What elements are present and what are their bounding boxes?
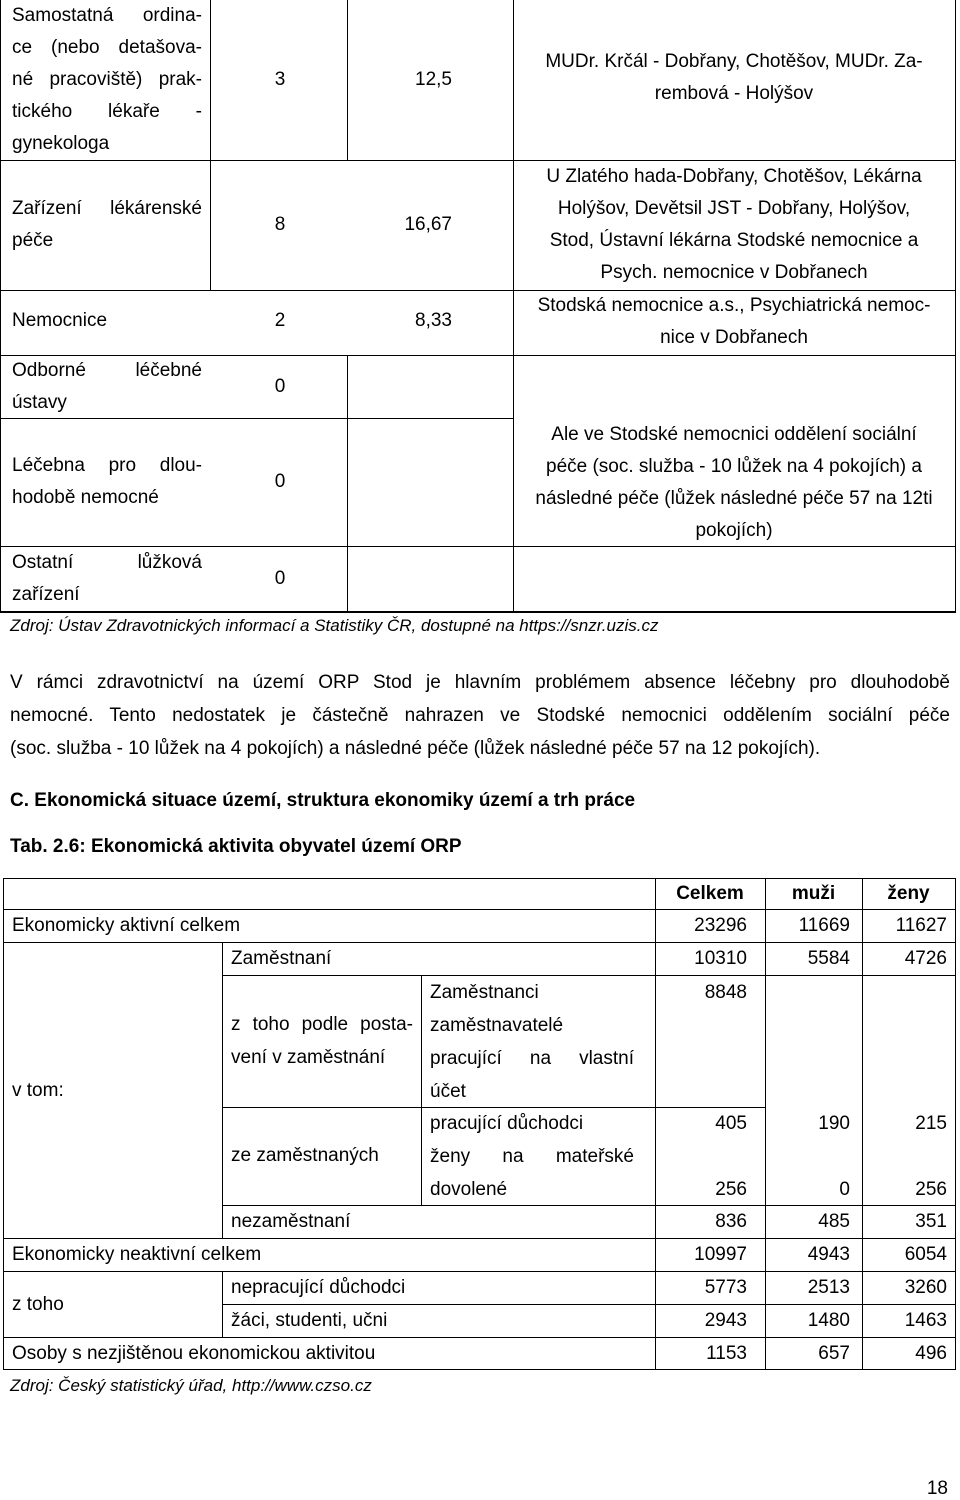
row-label: žáci, studenti, učni [231,1310,388,1331]
value-total: 5773 [704,1277,747,1298]
table-title: Tab. 2.6: Ekonomická aktivita obyvatel území ORP [10,836,462,857]
facility-count: 8 [274,214,286,235]
row-label: pracující důchodci [430,1113,584,1134]
value-total: 23296 [694,915,747,936]
body-paragraph: V rámci zdravotnictví na území ORP Stod je hlavním problémem absence léčebny pro dlouhodobě nemocné. Tento nedostatek je částečně nahrazen ve Stodské nemocnici oddělením sociální péče (soc. služba - 10 lůžek na 4 pokojích) a následné péče (lůžek následné péče 57 na 12 pokojích). [10,672,950,759]
value-men: 2513 [807,1277,850,1298]
value-total: 836 [715,1211,747,1232]
grid-line [0,611,956,613]
value-men: 657 [818,1343,850,1364]
facility-percent: 12,5 [415,69,452,90]
facility-note: Ale ve Stodské nemocnici oddělení sociální péče (soc. služba - 10 lůžek na 4 pokojích) a následné péče (lůžek následné péče 57 na 12ti pokojích) [535,424,933,541]
value-men: 190 [818,1113,850,1134]
facility-count: 0 [274,471,286,492]
facility-percent: 8,33 [415,310,452,331]
grid-line [222,1271,223,1337]
value-men: 485 [818,1211,850,1232]
facility-label: Samostatná ordina- ce (nebo detašova- né pracoviště) prak- tického lékaře - gynekologa [12,5,202,154]
grid-line [222,975,956,976]
row-label: Ekonomicky aktivní celkem [12,915,241,936]
facility-count: 0 [274,376,286,397]
facility-note: Stodská nemocnice a.s., Psychiatrická nemoc- nice v Dobřanech [537,295,931,348]
grid-line [210,0,211,160]
grid-line [0,0,1,612]
value-total: 10310 [694,948,747,969]
row-group-label: ze zaměstnaných [231,1145,379,1166]
value-men: 0 [839,1179,850,1200]
value-women: 11627 [895,915,947,936]
grid-line [347,0,348,160]
row-label: pracující na vlastní účet [430,1048,634,1102]
grid-line [0,290,513,291]
table-source: Zdroj: Ústav Zdravotnických informací a Statistiky ČR, dostupné na https://snzr.uzis.cz [10,616,659,635]
value-women: 3260 [904,1277,947,1298]
grid-line [3,878,4,1370]
value-total: 1153 [706,1343,747,1364]
facility-count: 0 [274,568,286,589]
table-source: Zdroj: Český statistický úřad, http://www.czso.cz [10,1376,372,1395]
page-number: 18 [926,1478,948,1499]
row-label: nezaměstnaní [231,1211,351,1232]
col-header-total: Celkem [676,883,744,904]
value-total: 8848 [704,982,747,1003]
grid-line [955,0,956,612]
row-group-label: z toho [12,1294,64,1315]
grid-line [222,942,223,1238]
row-label: Osoby s nezjištěnou ekonomickou aktivitou [12,1343,376,1364]
row-label: nepracující důchodci [231,1277,406,1298]
grid-line [421,975,422,1205]
value-men: 5584 [807,948,850,969]
row-label: Ekonomicky neaktivní celkem [12,1244,262,1265]
value-men: 1480 [807,1310,850,1331]
facility-label: Odborné léčebné ústavy [12,360,202,413]
col-header-men: muži [791,883,836,904]
row-group-label: z toho podle posta- vení v zaměstnání [231,1014,413,1068]
facility-note: U Zlatého hada-Dobřany, Chotěšov, Lékárna Holýšov, Devětsil JST - Dobřany, Holýšov, Stod, Ústavní lékárna Stodské nemocnice a Psych. nemocnice v Dobřanech [546,166,922,283]
section-heading: C. Ekonomická situace území, struktura ekonomiky území a trh práce [10,790,636,811]
facility-label: Léčebna pro dlou- hodobě nemocné [12,455,202,508]
value-total: 256 [715,1179,747,1200]
value-total: 2943 [704,1310,747,1331]
facility-label: Zařízení lékárenské péče [12,198,202,251]
col-header-women: ženy [887,883,930,904]
facility-note: MUDr. Krčál - Dobřany, Chotěšov, MUDr. Za- rembová - Holýšov [545,51,923,104]
economic-activity-table [0,878,960,1370]
grid-line [347,355,348,612]
value-women: 1463 [904,1310,947,1331]
row-label: Zaměstnanci zaměstnavatelé [430,982,564,1036]
facility-count: 2 [274,310,286,331]
value-total: 10997 [694,1244,747,1265]
value-women: 215 [915,1113,947,1134]
grid-line [0,160,513,161]
row-group-label: v tom: [12,1080,64,1101]
row-label: Zaměstnaní [231,948,332,969]
facility-label: Ostatní lůžková zařízení [12,552,202,605]
grid-line [955,878,956,1370]
facility-count: 3 [274,69,286,90]
value-women: 4726 [904,948,947,969]
value-women: 256 [915,1179,947,1200]
grid-line [210,160,211,290]
value-women: 6054 [904,1244,947,1265]
value-total: 405 [715,1113,747,1134]
value-men: 4943 [807,1244,850,1265]
value-women: 496 [915,1343,947,1364]
value-women: 351 [915,1211,947,1232]
facility-percent: 16,67 [404,214,452,235]
facility-label: Nemocnice [12,310,108,331]
health-facilities-table [0,0,960,612]
row-label: ženy na mateřské dovolené [430,1146,634,1200]
value-men: 11669 [798,915,850,936]
